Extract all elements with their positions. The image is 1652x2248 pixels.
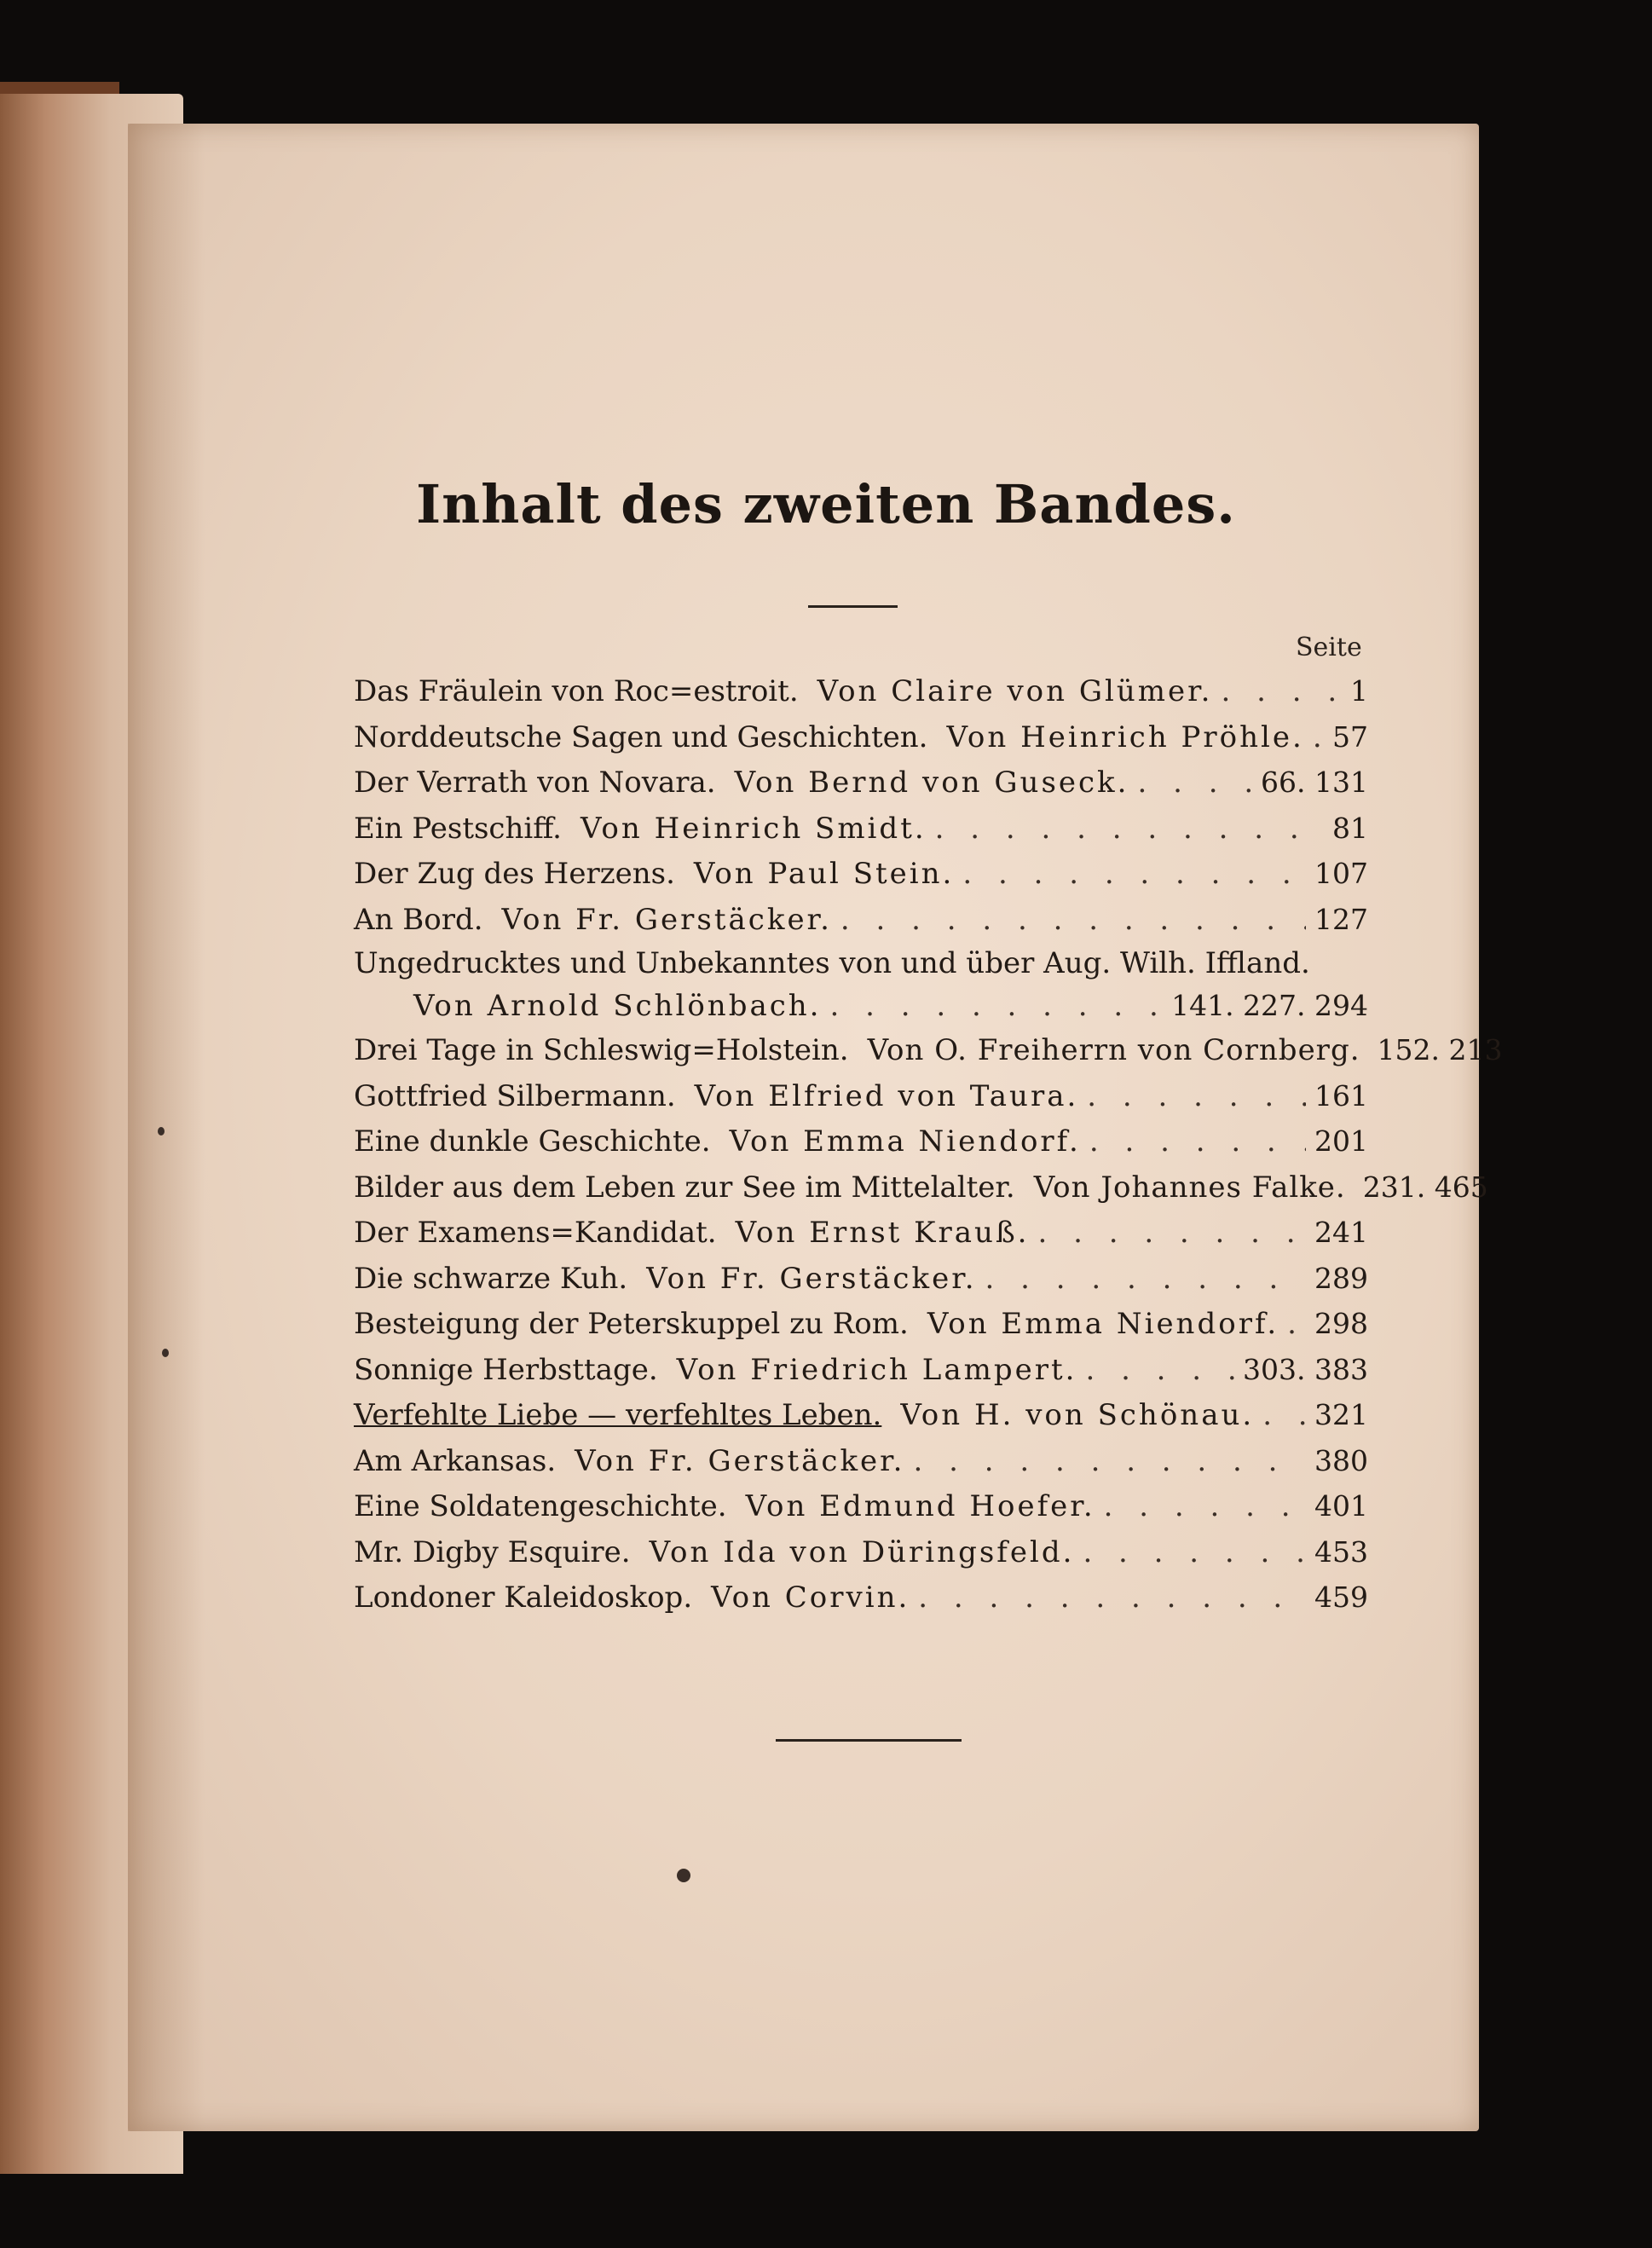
entry-title: Das Fräulein von Roc=estroit. xyxy=(354,674,799,708)
entry-author: Von Arnold Schlönbach. xyxy=(413,989,822,1023)
entry-author: Von Bernd von Guseck. xyxy=(734,766,1129,800)
page-title: Inhalt des zweiten Bandes. xyxy=(416,473,1236,535)
entry-title: Gottfried Silbermann. xyxy=(354,1078,676,1113)
entry-pages: 66. 131 xyxy=(1261,766,1368,799)
toc-entry xyxy=(354,1483,1368,1529)
entry-author: Von Edmund Hoefer. xyxy=(745,1489,1095,1523)
entry-title: Die schwarze Kuh. xyxy=(354,1261,628,1296)
entry-title: Mr. Digby Esquire. xyxy=(354,1534,631,1569)
entry-title: Eine Soldatengeschichte. xyxy=(354,1489,727,1523)
entry-pages: 303. 383 xyxy=(1243,1352,1368,1386)
leader-dots xyxy=(829,985,1163,1027)
ink-spot xyxy=(677,1869,690,1882)
entry-title: Der Zug des Herzens. xyxy=(354,857,675,891)
leader-dots xyxy=(1104,1484,1306,1530)
leader-dots xyxy=(1085,1348,1234,1394)
entry-pages: 1 xyxy=(1350,674,1368,708)
toc-entry xyxy=(354,1118,1368,1164)
entry-pages: 289 xyxy=(1314,1261,1368,1295)
entry-title: Der Verrath von Novara. xyxy=(354,766,716,800)
entry-pages: 57 xyxy=(1332,719,1368,754)
entry-pages: 81 xyxy=(1332,811,1368,845)
toc-entry xyxy=(354,1392,1368,1438)
entry-title: Besteigung der Peterskuppel zu Rom. xyxy=(354,1307,909,1341)
entry-pages: 161 xyxy=(1314,1078,1368,1112)
title-rule xyxy=(808,605,898,608)
toc-entry xyxy=(354,1027,1503,1073)
leader-dots xyxy=(1221,669,1342,715)
entry-pages: 401 xyxy=(1314,1489,1368,1523)
leader-dots xyxy=(918,1575,1306,1621)
entry-author: Von O. Freiherrn von Cornberg. xyxy=(867,1033,1360,1067)
entry-title: Norddeutsche Sagen und Geschichten. xyxy=(354,719,928,754)
entry-author: Von Emma Niendorf. xyxy=(927,1307,1279,1341)
entry-title: Ungedrucktes und Unbekanntes von und über Aug. Wilh. Iffland. xyxy=(354,946,1310,980)
leader-dots xyxy=(1037,1211,1306,1257)
leader-dots xyxy=(935,806,1324,852)
leader-dots xyxy=(1287,1302,1306,1348)
entry-title: Ein Pestschiff. xyxy=(354,811,562,846)
leader-dots xyxy=(1083,1530,1306,1576)
entry-author: Von Claire von Glümer. xyxy=(817,674,1213,708)
entry-author: Von Paul Stein. xyxy=(693,857,955,891)
ink-spot xyxy=(158,1127,165,1136)
table-of-contents xyxy=(354,668,1503,1621)
toc-entry xyxy=(354,1073,1368,1119)
entry-title: Der Examens=Kandidat. xyxy=(354,1216,717,1250)
entry-title: Eine dunkle Geschichte. xyxy=(354,1124,711,1159)
entry-author: Von Emma Niendorf. xyxy=(729,1124,1081,1159)
page-gutter xyxy=(128,124,205,2131)
leader-dots xyxy=(840,898,1306,944)
page-column-header: Seite xyxy=(1296,633,1362,662)
entry-pages: 127 xyxy=(1314,902,1368,936)
entry-pages: 298 xyxy=(1314,1307,1368,1340)
toc-entry xyxy=(354,1301,1368,1347)
entry-pages: 453 xyxy=(1314,1534,1368,1569)
leader-dots xyxy=(962,852,1306,898)
leader-dots xyxy=(985,1257,1306,1303)
ink-spot xyxy=(162,1349,169,1357)
toc-entry xyxy=(354,1256,1368,1302)
entry-pages: 141. 227. 294 xyxy=(1171,989,1368,1022)
leader-dots xyxy=(1087,1074,1306,1120)
entry-author: Von Fr. Gerstäcker. xyxy=(575,1443,905,1478)
toc-entry xyxy=(354,760,1368,806)
toc-entry-continuation xyxy=(354,985,1368,1027)
toc-entry xyxy=(354,1347,1368,1393)
entry-author: Von Friedrich Lampert. xyxy=(676,1352,1077,1387)
leader-dots xyxy=(914,1439,1307,1485)
leader-dots xyxy=(1137,760,1252,806)
entry-title: An Bord. xyxy=(354,902,483,937)
entry-author: Von Ida von Düringsfeld. xyxy=(649,1534,1075,1569)
entry-pages: 459 xyxy=(1314,1581,1368,1614)
leader-dots xyxy=(1313,715,1324,761)
entry-title: Londoner Kaleidoskop. xyxy=(354,1581,693,1615)
entry-author: Von Ernst Krauß. xyxy=(735,1216,1030,1250)
toc-entry xyxy=(354,851,1368,897)
entry-title: Drei Tage in Schleswig=Holstein. xyxy=(354,1033,849,1067)
entry-pages: 241 xyxy=(1314,1216,1368,1249)
toc-entry xyxy=(354,806,1368,852)
toc-entry xyxy=(354,897,1368,943)
entry-author: Von Fr. Gerstäcker. xyxy=(501,902,832,937)
entry-title: Am Arkansas. xyxy=(354,1443,557,1478)
entry-pages: 201 xyxy=(1314,1124,1368,1158)
toc-entry xyxy=(354,1438,1368,1484)
toc-entry xyxy=(354,1210,1368,1256)
entry-pages: 231. 465 xyxy=(1362,1170,1488,1204)
entry-title: Verfehlte Liebe — verfehltes Leben. xyxy=(354,1398,882,1432)
leader-dots xyxy=(1262,1393,1306,1439)
toc-entry xyxy=(354,1164,1488,1211)
entry-title: Sonnige Herbsttage. xyxy=(354,1352,658,1387)
entry-title: Bilder aus dem Leben zur See im Mittelalter. xyxy=(354,1170,1015,1205)
entry-author: Von H. von Schönau. xyxy=(900,1398,1255,1432)
entry-author: Von Heinrich Smidt. xyxy=(581,811,927,846)
entry-pages: 380 xyxy=(1314,1443,1368,1477)
entry-author: Von Corvin. xyxy=(711,1581,910,1615)
toc-entry xyxy=(354,1575,1368,1621)
leader-dots xyxy=(1089,1119,1306,1165)
toc-entry xyxy=(354,942,1368,985)
entry-pages: 152. 213 xyxy=(1377,1033,1503,1066)
entry-pages: 107 xyxy=(1314,857,1368,890)
entry-author: Von Elfried von Taura. xyxy=(694,1078,1079,1113)
bottom-rule xyxy=(776,1739,962,1742)
entry-author: Von Heinrich Pröhle. xyxy=(946,719,1304,754)
toc-entry xyxy=(354,1529,1368,1575)
toc-entry xyxy=(354,714,1368,760)
entry-author: Von Johannes Falke. xyxy=(1033,1170,1346,1205)
entry-pages: 321 xyxy=(1314,1398,1368,1431)
entry-author: Von Fr. Gerstäcker. xyxy=(646,1261,977,1296)
toc-entry xyxy=(354,668,1368,714)
